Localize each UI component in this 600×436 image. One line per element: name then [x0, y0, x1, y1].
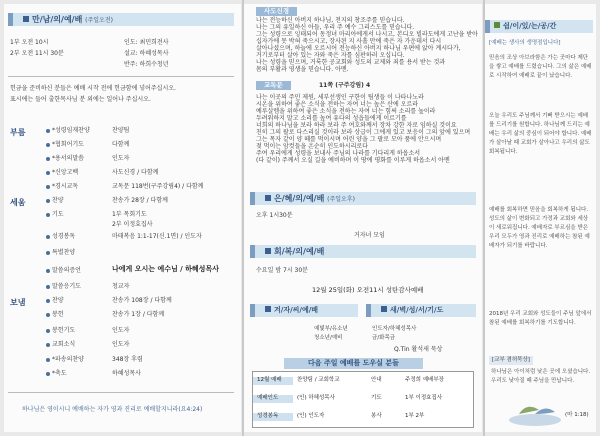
responsive-tag: 교독문 [256, 81, 291, 90]
leaf-icon [494, 22, 500, 28]
order-item: 기도 [52, 211, 64, 218]
bottom-box-text: 하나님은 아이처럼 낮은 곳에 오셨습니다. 우리도 낮아질 때 주님을 만납니다. [491, 369, 591, 384]
order-item: *경시교독 [52, 183, 79, 190]
order-item: 말씀의증언 [52, 267, 81, 274]
responsive-line: 예루살렘을 위하여 좋은 소식을 전하는 자여 너는 힘써 소리를 높이라 [256, 108, 436, 115]
helper-role: 12월 예배 [257, 377, 282, 383]
kids-service-title: 겨/자/씨/예/배 [274, 306, 319, 314]
order-value: 348장 후렴 [112, 356, 143, 363]
kids-meeting: 거자녀 모임 [354, 232, 385, 239]
cross-icon [381, 306, 387, 312]
helpers-table [252, 371, 474, 428]
helper-name: 찬양팀 / 교회학교 [297, 377, 340, 383]
note-offering: 헌금을 준비하신 분들은 예배 시작 전에 헌금함에 넣어주십시오. [10, 85, 176, 92]
service-time-2: 2부 오전 11시 30분 [10, 50, 64, 57]
order-item: 봉헌기도 [52, 327, 76, 334]
order-value: 마태복음 1:1-17(신.1면) / 인도자 [112, 233, 202, 240]
order-value: 찬송가 28장 / 다함께 [112, 197, 168, 204]
order-item: 봉헌 [52, 311, 64, 318]
rest-space-title: 쉼/이/있/는/공/간 [503, 22, 557, 30]
creed-line: 살아나셨으며, 하늘에 오르시어 전능하신 아버지 하나님 우편에 앉아 계시다가, [256, 45, 461, 52]
essay-paragraph: 오늘 우리도 주님께서 기뻐 받으시는 예배를 드리기를 원합니다. 하나님께 드리는 예배는 우리 삶의 중심이 되어야 합니다. 예배가 살아날 때 교회가 살아나고 우리의 삶도 회복됩니다. [489, 113, 592, 155]
order-item: 성경봉독 [52, 233, 76, 240]
responsive-line: 나는 이곳의 주민 제원, 세부선생인 구한이 팀생들 이 나타나노라 [256, 94, 424, 101]
order-item: *신앙고백 [52, 169, 79, 176]
left-panel [4, 4, 241, 432]
creed-line: 그는 성령으로 잉태되어 동정녀 마리아에게서 나시고, 본디오 빌라도에게 고난을 받아 [256, 31, 478, 38]
order-item: 찬양 [52, 297, 64, 304]
order-item: *성령임재찬양 [52, 127, 90, 134]
helper-role: 안내 [371, 377, 382, 383]
order-value: 하혜성목사 [112, 370, 141, 377]
responsive-line: 친히 그의 팔로 다스리실 것이라 보라 상급이 그에게 있고 보응이 그의 앞에 있으며 [256, 129, 471, 136]
cross-icon [23, 16, 29, 22]
order-value: 인도자 [112, 155, 130, 162]
helper-name: (인) 하혜성목사 [297, 395, 335, 401]
essay-paragraph: 예배를 회복하면 믿음을 회복하게 됩니다. 성도의 삶이 변화되고 가정과 교회와 세상이 새로워집니다. 예배자로 부르심을 받은 우리 모두가 영과 진리로 예배하는 참된 예배자가 되기를 바랍니다. [489, 207, 590, 249]
kids-service-header [250, 304, 358, 317]
order-value: 사도신경 / 다함께 [112, 169, 159, 176]
kids-row: 청소년/예비 [314, 335, 343, 341]
dawn-prayer-title: 새/벽/성/서/기/도 [390, 306, 444, 314]
order-value: 인도자 [112, 327, 130, 334]
footer-verse: 하나님은 영이시니 예배하는 자가 영과 진리로 예배할지니라(요4:24) [22, 406, 203, 413]
order-value: 2부 이정효집사 [112, 221, 153, 228]
dawn-row: 금/화목금 [372, 335, 396, 341]
christmas-service: 12월 25일(화) 오전11시 성탄감사예배 [312, 286, 424, 294]
sermon-title: 나에게 오시는 예수님 / 하혜성목사 [112, 265, 219, 273]
responsive-line: (다 같이) 주께서 오실 길을 예비하며 이 땅에 평화를 이루게 하옵소서 아멘 [256, 157, 450, 164]
rest-space-header [485, 20, 593, 33]
pianist-label: 반주: 하희수청년 [124, 61, 169, 68]
middle-panel [244, 4, 482, 432]
cross-icon [265, 306, 271, 312]
helper-name: 1부 2부 [405, 413, 425, 419]
creed-line: 나는 그의 유일하신 아들, 우리 주 예수 그리스도를 믿습니다. [256, 24, 415, 31]
responsive-title: 11쪽 (구주강림) 4 [319, 82, 371, 89]
order-item: *파송의찬양 [52, 356, 84, 363]
cross-icon [265, 248, 271, 254]
responsive-line: 두려워하지 말고 소리를 높여 유다의 성읍들에게 이르기를 [256, 115, 407, 122]
morning-service-subtitle: (주일오전) [85, 17, 113, 24]
wednesday-service-header [250, 245, 476, 258]
afternoon-service-title: 은/혜/의/예/배 [274, 194, 325, 203]
helper-role: 성경봉독 [257, 413, 279, 419]
responsive-line: 시온을 위하여 좋은 소식을 전하는 자여 너는 높은 산에 오르라 [256, 101, 419, 108]
section-build: 세움 [10, 198, 26, 207]
responsive-line: 너희의 하나님을 보라 하라 보라 주 여호와께서 장차 강한 자로 임하실 것이요 [256, 122, 457, 129]
preacher-label: 설교: 하혜성목사 [124, 50, 169, 57]
leaf-bowl-icon [505, 400, 565, 428]
helper-role: 봉사 [371, 413, 382, 419]
helper-role: 예배인도 [257, 395, 279, 401]
creed-line: 나는 성령을 믿으며, 거룩한 공교회와 성도의 교제와 죄를 용서 받는 것과 [256, 59, 446, 66]
order-value: 교독문 118번(구주강림4) / 다함께 [112, 183, 204, 190]
order-value: 1부 목회기도 [112, 211, 147, 218]
order-item: *협회어기도 [52, 141, 84, 148]
wednesday-service-title: 회/복/의/예/배 [274, 247, 325, 256]
order-value: 찬양팀 [112, 127, 130, 134]
responsive-line: 주여 우리에게 성령을 보내사 주님의 나라를 기다리게 하옵소서 [256, 150, 421, 157]
essay-title: [예배는 생사의 생명점입니다] [489, 40, 561, 46]
helper-role: 기도 [371, 395, 382, 401]
creed-line: 십자가에 못 박혀 죽으시고, 장사된 지 사흘 만에 죽은 자 가운데서 다시 [256, 38, 442, 45]
order-item: 찬양 [52, 197, 64, 204]
order-item: 특별찬양 [52, 249, 76, 256]
section-send: 보냄 [10, 298, 26, 307]
bottom-box-ref: (마 1:18) [565, 412, 589, 418]
order-item: *축도 [52, 370, 67, 377]
order-item: 말씀응기도 [52, 283, 81, 290]
order-value: 찬송가 1장 / 다함께 [112, 311, 165, 318]
creed-line: 나는 전능하신 아버지 하나님, 천지의 창조주를 믿습니다. [256, 17, 405, 24]
essay-paragraph: 믿음의 조상 아브라함은 가는 곳마다 제단을 쌓고 예배를 드렸습니다. 그의 삶은 예배로 시작하여 예배로 끝이 났습니다. [489, 55, 592, 79]
afternoon-service-header [250, 192, 476, 205]
dawn-prayer-header [366, 304, 476, 317]
right-panel [485, 4, 596, 432]
afternoon-service-subtitle: (주일오후) [327, 196, 355, 203]
service-time-1: 1부 오전 10시 [10, 39, 49, 46]
cross-icon [265, 195, 271, 201]
creed-line: 몸의 부활과 영생을 믿습니다. 아멘. [256, 66, 349, 73]
helper-name: 1부 이정효집사 [405, 395, 443, 401]
helper-name: 주정희 예배부장 [405, 377, 444, 383]
creed-tag: 사도신경 [256, 7, 297, 16]
order-value: 인도자 [112, 341, 130, 348]
essay-paragraph: 2018년 우리 교회와 성도들이 주님 앞에서 참된 예배를 회복하기를 기도합니다. [489, 311, 592, 326]
order-value: 다함께 [112, 141, 130, 148]
wednesday-time: 수요일 밤 7시 30분 [256, 267, 308, 274]
order-item: 교회소식 [52, 341, 76, 348]
order-value: 찬송가 108장 / 다함께 [112, 297, 172, 304]
kids-row: 예빛부/유소년 [314, 326, 348, 332]
helpers-title: 다음 주일 예배를 도우실 분들 [284, 358, 423, 369]
order-value: 청교자 [112, 283, 130, 290]
note-standing: 표시에는 들어 출한목사님 분 외에는 일어나 주십시오. [10, 96, 151, 103]
bottom-box-title: [교부 겸허묵상] [489, 356, 533, 365]
qt-note: Q.Tin 활석새 묵상 [394, 346, 443, 353]
responsive-line: 젖 먹이는 암컷들을 온순히 인도하시리로다 [256, 143, 368, 150]
afternoon-time: 오후 1시30분 [256, 212, 293, 219]
dawn-row: 인도자/하혜성목사 [372, 326, 417, 332]
helper-name: (인) 인도자 [297, 413, 325, 419]
morning-service-title: 만/남/의/예/배 [32, 15, 83, 24]
creed-line: 거기로부터 살아 있는 자와 죽은 자를 심판하러 오십니다. [256, 52, 405, 59]
section-call: 부름 [10, 128, 26, 137]
order-item: *용서의말씀 [52, 155, 84, 162]
responsive-line: 그는 목자 같이 양 떼를 먹이시며 어린 양을 그 팔로 모아 품에 안으시며 [256, 136, 442, 143]
morning-service-header [8, 13, 234, 26]
leader-label: 인도: 최민희전사 [124, 39, 169, 46]
